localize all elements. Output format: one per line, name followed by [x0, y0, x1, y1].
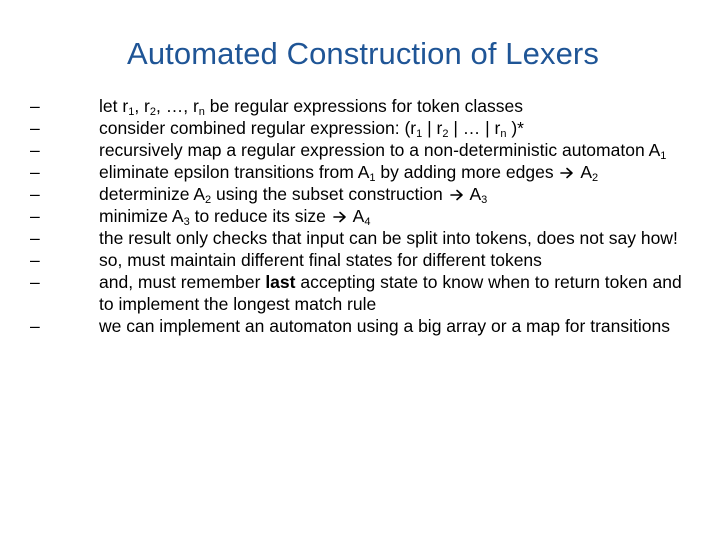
- text-run: recursively map a regular expression to a non-deterministic automaton A: [99, 140, 661, 160]
- bullet-list: [30, 95, 695, 337]
- text-run: using the subset construction: [211, 184, 448, 204]
- text-run: | r: [422, 118, 443, 138]
- bold-text: last: [265, 272, 296, 292]
- subscript: n: [500, 128, 507, 140]
- text-run: )*: [506, 118, 524, 138]
- bullet-dash: –: [30, 228, 40, 248]
- subscript: 1: [128, 106, 135, 118]
- bullet-dash: –: [30, 162, 40, 182]
- text-run: and, must remember: [99, 272, 266, 292]
- bullet-text: [99, 95, 695, 117]
- bullet-text: [99, 249, 695, 271]
- bullet-item: [30, 139, 695, 161]
- subscript: n: [198, 106, 205, 118]
- text-run: let r: [99, 96, 129, 116]
- text-run: A: [465, 184, 482, 204]
- bullet-dash: –: [30, 140, 40, 160]
- text-run: accepting state to know when to return token and to implement the longest match rule: [99, 272, 682, 314]
- text-run: by adding more edges: [375, 162, 559, 182]
- right-arrow-icon: [450, 189, 464, 201]
- text-run: consider combined regular expression: (r: [99, 118, 417, 138]
- bullet-text: [99, 117, 695, 139]
- right-arrow-icon: [560, 167, 574, 179]
- bullet-item: [30, 315, 695, 337]
- subscript: 2: [592, 172, 599, 184]
- text-run: | … | r: [448, 118, 501, 138]
- bullet-dash: –: [30, 272, 40, 292]
- bullet-text: [99, 227, 695, 249]
- bullet-text: [99, 139, 695, 161]
- bullet-item: [30, 183, 695, 205]
- bullet-text: [99, 315, 695, 337]
- bullet-dash: –: [30, 96, 40, 116]
- bullet-dash: –: [30, 250, 40, 270]
- bullet-item: [30, 205, 695, 227]
- text-run: determinize A: [99, 184, 206, 204]
- slide-title: Automated Construction of Lexers: [127, 36, 599, 71]
- text-run: minimize A: [99, 206, 184, 226]
- text-run: the result only checks that input can be split into tokens, does not say how!: [99, 228, 678, 248]
- subscript: 3: [481, 194, 488, 206]
- text-run: be regular expressions for token classes: [204, 96, 523, 116]
- right-arrow-icon: [333, 211, 347, 223]
- bullet-dash: –: [30, 184, 40, 204]
- subscript: 2: [205, 194, 212, 206]
- text-run: we can implement an automaton using a big array or a map for transitions: [99, 316, 670, 336]
- bullet-text: [99, 271, 695, 315]
- bullet-item: [30, 227, 695, 249]
- bullet-dash: –: [30, 316, 40, 336]
- subscript: 2: [149, 106, 156, 118]
- text-run: so, must maintain different final states for different tokens: [99, 250, 542, 270]
- bullet-item: [30, 271, 695, 315]
- text-run: to reduce its size: [189, 206, 331, 226]
- bullet-dash: –: [30, 206, 40, 226]
- bullet-text: [99, 205, 695, 227]
- bullet-dash: –: [30, 118, 40, 138]
- subscript: 1: [660, 150, 667, 162]
- text-run: A: [576, 162, 593, 182]
- bullet-item: [30, 95, 695, 117]
- bullet-text: [99, 161, 695, 183]
- bullet-item: [30, 117, 695, 139]
- bullet-item: [30, 161, 695, 183]
- subscript: 4: [364, 216, 371, 228]
- subscript: 2: [442, 128, 449, 140]
- bullet-item: [30, 249, 695, 271]
- subscript: 1: [416, 128, 423, 140]
- text-run: , …, r: [156, 96, 199, 116]
- text-run: A: [348, 206, 365, 226]
- subscript: 3: [183, 216, 190, 228]
- bullet-text: [99, 183, 695, 205]
- subscript: 1: [369, 172, 376, 184]
- text-run: , r: [134, 96, 150, 116]
- text-run: eliminate epsilon transitions from A: [99, 162, 370, 182]
